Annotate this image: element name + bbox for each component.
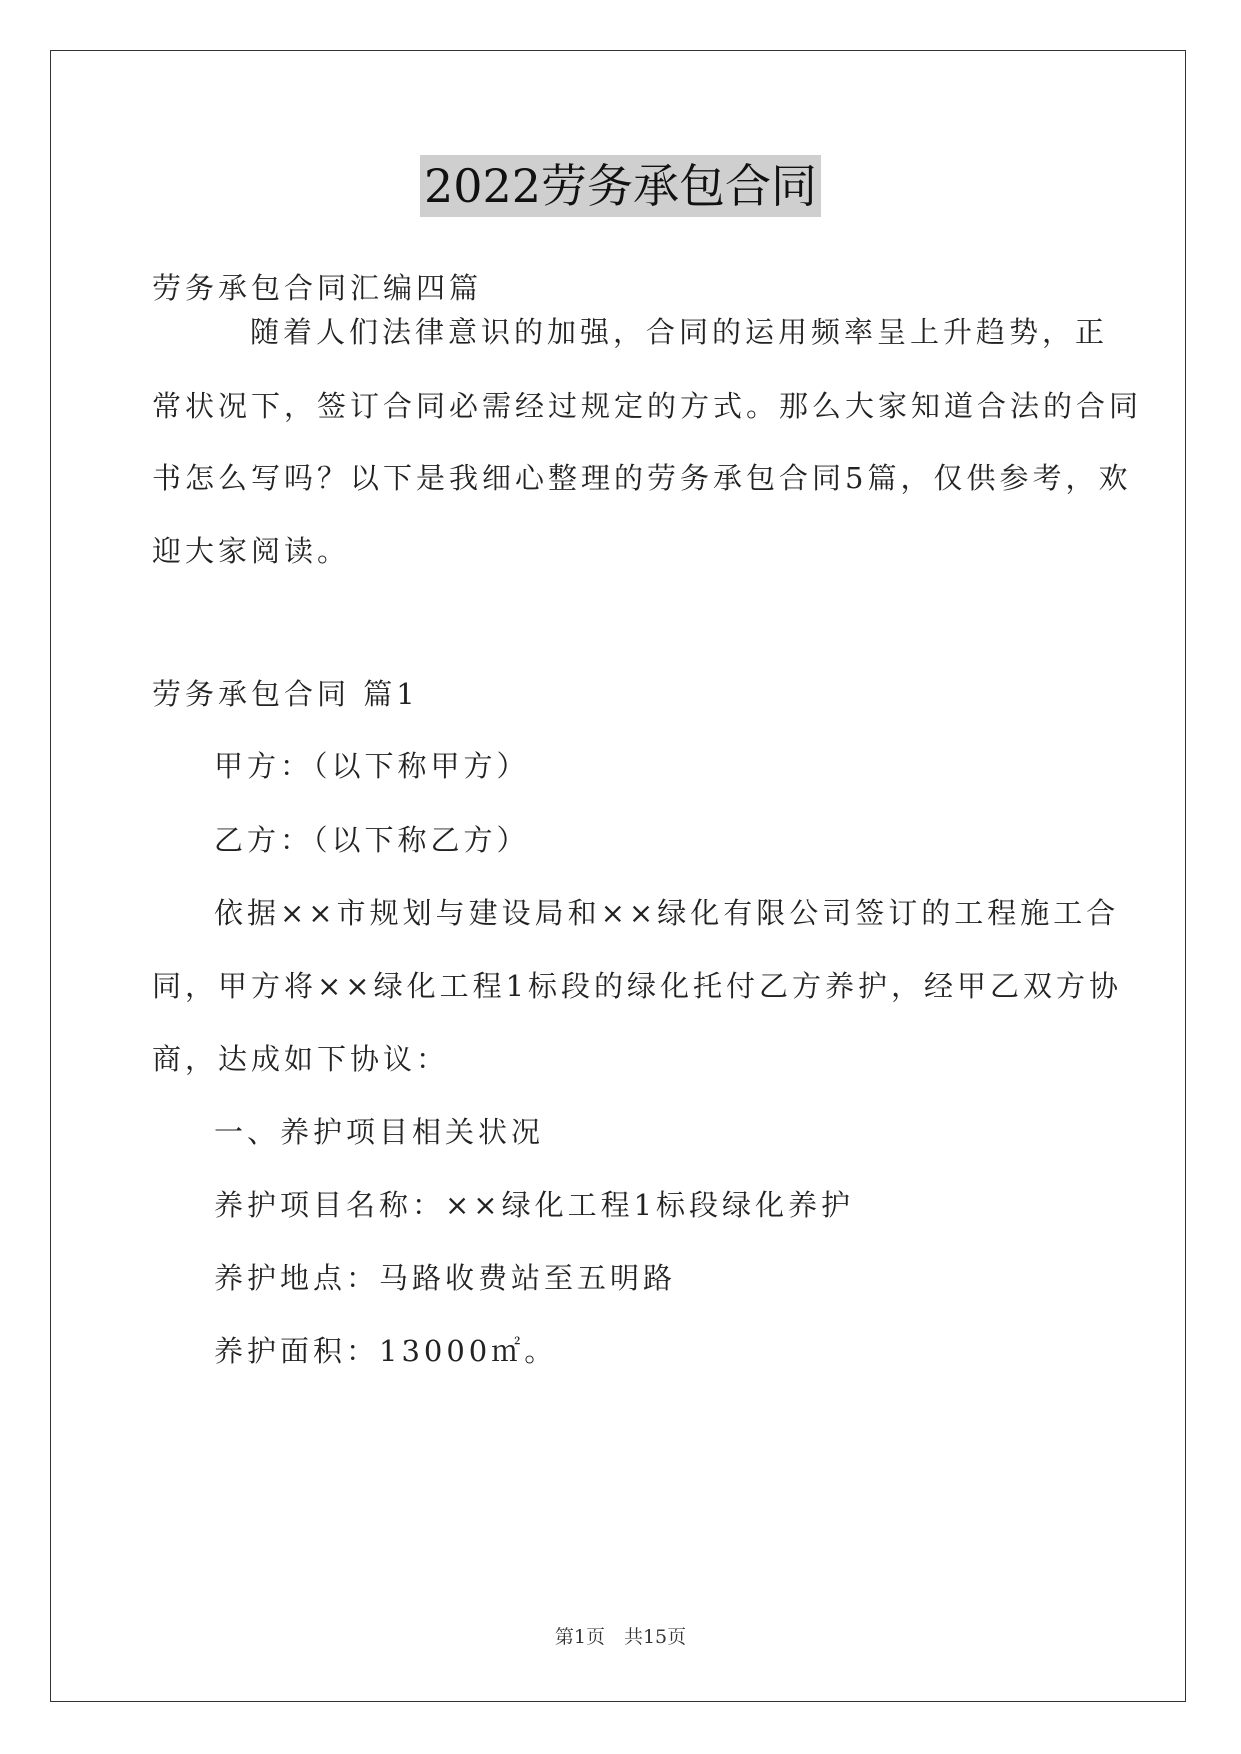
- basis-line: 商，达成如下协议：: [152, 1042, 450, 1076]
- item-area: 养护面积：13000㎡。: [214, 1334, 558, 1368]
- section-heading: 劳务承包合同 篇1: [152, 677, 419, 711]
- intro-line: 随着人们法律意识的加强，合同的运用频率呈上升趋势，正: [250, 315, 1109, 349]
- intro-line: 迎大家阅读。: [152, 534, 351, 568]
- title-block: [0, 155, 1241, 217]
- clause-heading: 一、养护项目相关状况: [214, 1115, 545, 1149]
- intro-line: 书怎么写吗？以下是我细心整理的劳务承包合同5篇，仅供参考，欢: [152, 461, 1132, 495]
- item-name: 养护项目名称：××绿化工程1标段绿化养护: [214, 1188, 855, 1222]
- document-subtitle: 劳务承包合同汇编四篇: [152, 271, 483, 305]
- party-a: 甲方：（以下称甲方）: [214, 749, 530, 783]
- item-location: 养护地点：马路收费站至五明路: [214, 1261, 677, 1295]
- intro-line: 常状况下，签订合同必需经过规定的方式。那么大家知道合法的合同: [152, 389, 1143, 423]
- basis-line: 同，甲方将××绿化工程1标段的绿化托付乙方养护，经甲乙双方协: [152, 969, 1123, 1003]
- basis-line: 依据××市规划与建设局和××绿化有限公司签订的工程施工合: [214, 896, 1120, 930]
- document-title: 2022劳务承包合同: [420, 155, 821, 217]
- party-b: 乙方：（以下称乙方）: [214, 823, 530, 857]
- page-footer: 第1页 共15页: [554, 1626, 687, 1648]
